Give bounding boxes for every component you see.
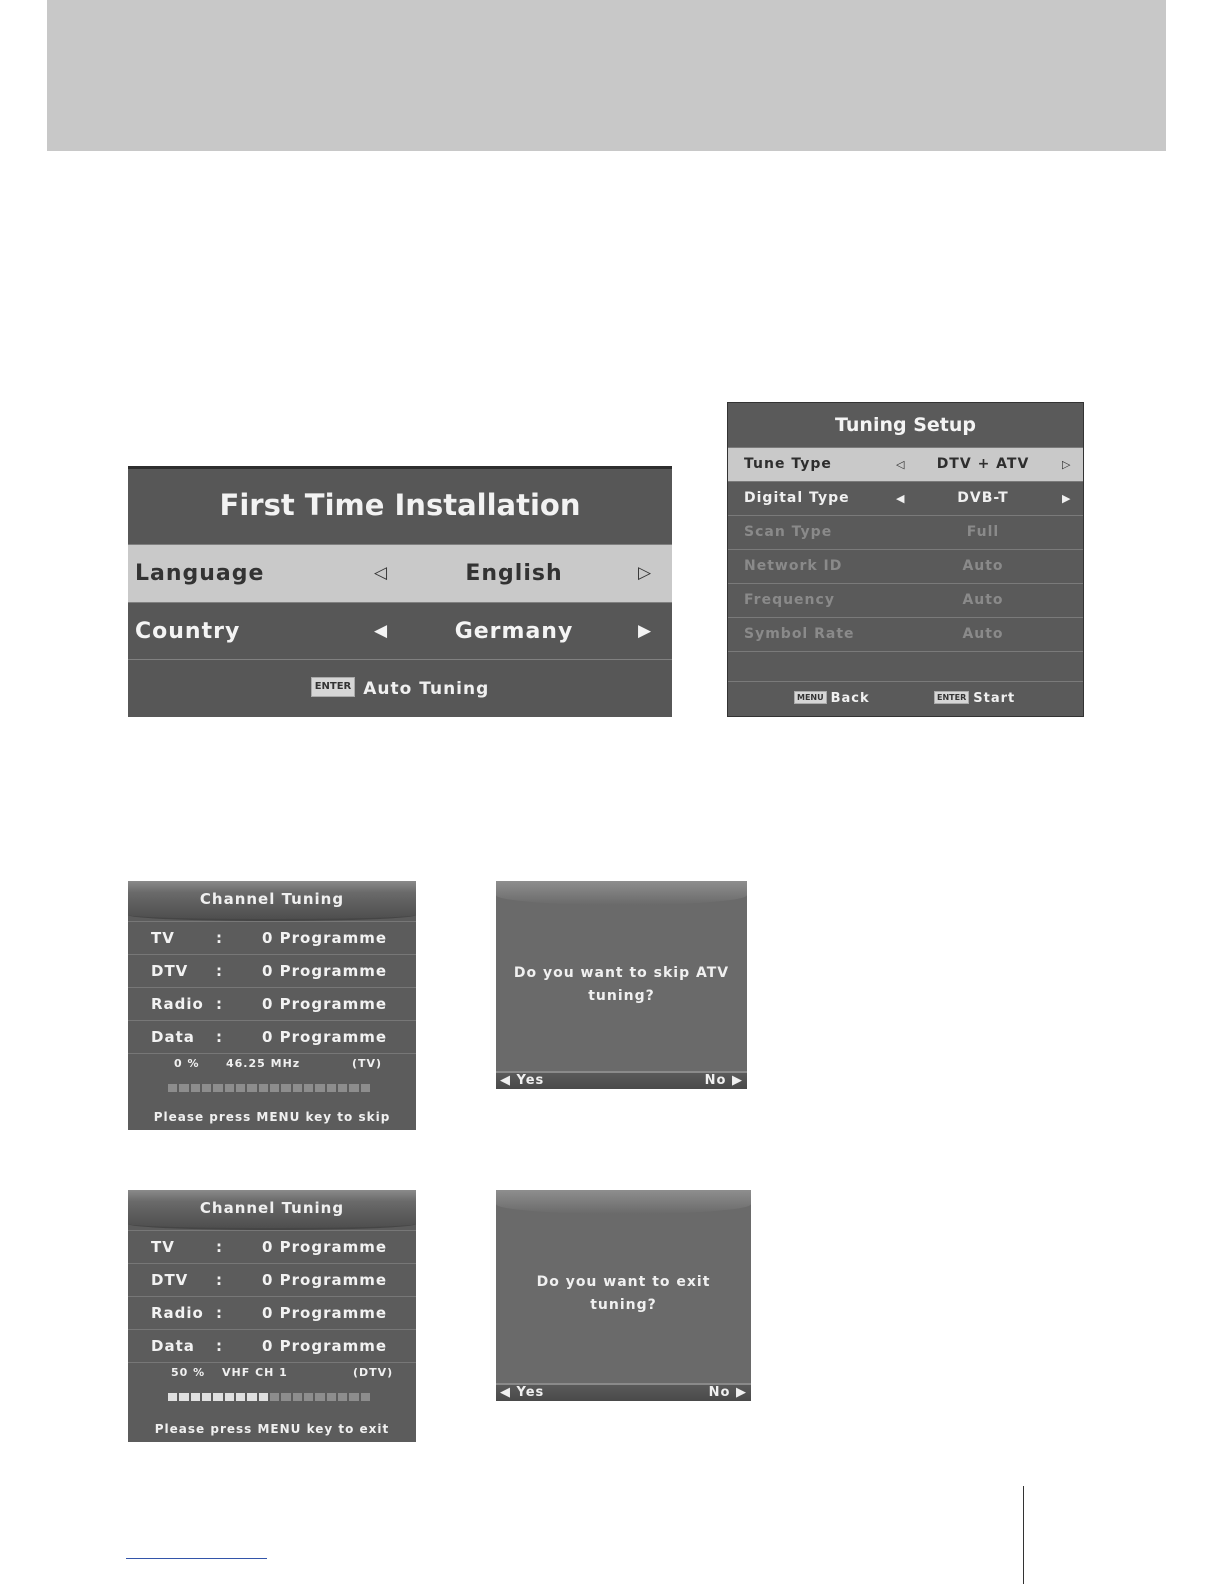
dialog-text xyxy=(506,962,737,1008)
row-label: Scan Type xyxy=(744,524,833,540)
row-label: Radio xyxy=(151,1304,204,1322)
row-colon: : xyxy=(216,1337,223,1355)
progress-segment xyxy=(293,1393,302,1401)
panel-title: Tuning Setup xyxy=(835,414,976,436)
row-label: Frequency xyxy=(744,592,835,608)
tv-count-row xyxy=(128,921,416,954)
row-value: 0 Programme xyxy=(262,1271,388,1289)
footer-label: Auto Tuning xyxy=(363,679,490,699)
progress-segment xyxy=(191,1084,200,1092)
row-label: DTV xyxy=(151,962,189,980)
left-arrow-icon[interactable]: ◀ xyxy=(374,621,389,641)
menu-key-icon: MENU xyxy=(794,691,827,704)
progress-segment xyxy=(349,1084,358,1092)
dialog-header xyxy=(496,881,747,905)
symbol-rate-row xyxy=(728,617,1083,651)
enter-key-icon: ENTER xyxy=(311,677,356,697)
row-value: DVB-T xyxy=(957,490,1009,506)
network-id-row xyxy=(728,549,1083,583)
tuning-setup-footer xyxy=(728,681,1083,716)
yes-button[interactable]: ◀ Yes xyxy=(500,1385,545,1400)
start-button[interactable] xyxy=(934,691,1015,706)
language-row[interactable] xyxy=(128,544,672,602)
row-label: Data xyxy=(151,1337,195,1355)
channel-tuning-panel-exit xyxy=(128,1190,416,1442)
exit-message: Please press MENU key to exit xyxy=(154,1422,390,1436)
first-time-installation-panel xyxy=(128,466,672,717)
row-label: Country xyxy=(135,619,241,644)
dialog-text-line: tuning? xyxy=(588,988,655,1004)
progress-segment xyxy=(179,1393,188,1401)
dialog-text-line: Do you want to exit tuning? xyxy=(536,1274,711,1313)
row-value: Full xyxy=(966,524,1000,540)
dtv-count-row xyxy=(128,1263,416,1296)
channel-tuning-panel-skip xyxy=(128,881,416,1130)
progress-segment xyxy=(247,1084,256,1092)
tv-count-row xyxy=(128,1230,416,1263)
progress-segment xyxy=(327,1393,336,1401)
progress-segment xyxy=(225,1084,234,1092)
row-label: Language xyxy=(135,561,265,586)
skip-atv-dialog xyxy=(496,881,747,1089)
progress-segment xyxy=(281,1084,290,1092)
right-arrow-icon[interactable]: ▷ xyxy=(1062,458,1072,471)
row-value: 0 Programme xyxy=(262,962,388,980)
dtv-count-row xyxy=(128,954,416,987)
tune-type-row[interactable] xyxy=(728,447,1083,481)
tuning-mode: (DTV) xyxy=(353,1366,394,1379)
yes-button[interactable]: ◀ Yes xyxy=(500,1073,545,1088)
progress-segment xyxy=(202,1393,211,1401)
tuning-setup-panel xyxy=(727,402,1084,717)
data-count-row xyxy=(128,1020,416,1053)
tuning-status xyxy=(128,1362,416,1383)
right-arrow-icon[interactable]: ▶ xyxy=(1062,492,1072,505)
progress-percent: 0 % xyxy=(174,1057,200,1070)
progress-segment xyxy=(304,1084,313,1092)
page-rule xyxy=(1023,1486,1024,1584)
row-label: Tune Type xyxy=(744,456,832,472)
row-value: Auto xyxy=(962,592,1004,608)
frequency-readout: 46.25 MHz xyxy=(226,1057,301,1070)
country-row[interactable] xyxy=(128,602,672,659)
progress-segment xyxy=(338,1393,347,1401)
dialog-footer xyxy=(496,1071,747,1089)
radio-count-row xyxy=(128,987,416,1020)
progress-segment xyxy=(315,1393,324,1401)
channel-readout: VHF CH 1 xyxy=(222,1366,288,1379)
row-value: Germany xyxy=(454,619,574,644)
footer-link-underline xyxy=(126,1558,267,1559)
row-label: Digital Type xyxy=(744,490,850,506)
row-value: 0 Programme xyxy=(262,929,388,947)
auto-tuning-button[interactable] xyxy=(128,659,672,718)
progress-segment xyxy=(270,1084,279,1092)
progress-segment xyxy=(236,1084,245,1092)
row-colon: : xyxy=(216,929,223,947)
progress-segment xyxy=(225,1393,234,1401)
tuning-mode: (TV) xyxy=(352,1057,383,1070)
row-label: Radio xyxy=(151,995,204,1013)
row-value: Auto xyxy=(962,558,1004,574)
panel-title: Channel Tuning xyxy=(128,881,416,921)
scan-type-row xyxy=(728,515,1083,549)
row-value: 0 Programme xyxy=(262,1028,388,1046)
no-button[interactable]: No ▶ xyxy=(704,1073,743,1088)
dialog-text-line: Do you want to skip ATV xyxy=(513,965,730,981)
row-label: Symbol Rate xyxy=(744,626,855,642)
panel-title: First Time Installation xyxy=(219,488,581,522)
row-value: Auto xyxy=(962,626,1004,642)
progress-segment xyxy=(315,1084,324,1092)
row-label: DTV xyxy=(151,1271,189,1289)
header-band xyxy=(47,0,1166,151)
progress-bar xyxy=(168,1084,370,1092)
progress-segment xyxy=(293,1084,302,1092)
tuning-status xyxy=(128,1053,416,1074)
exit-tuning-dialog xyxy=(496,1190,751,1401)
enter-key-icon: ENTER xyxy=(934,691,969,704)
row-value: DTV + ATV xyxy=(936,456,1030,472)
panel-title: Channel Tuning xyxy=(128,1190,416,1230)
progress-segment xyxy=(349,1393,358,1401)
progress-segment xyxy=(179,1084,188,1092)
progress-bar xyxy=(168,1393,370,1401)
frequency-row xyxy=(728,583,1083,617)
progress-segment xyxy=(168,1393,177,1401)
row-value: 0 Programme xyxy=(262,1337,388,1355)
progress-segment xyxy=(202,1084,211,1092)
left-arrow-icon[interactable]: ◁ xyxy=(374,563,389,583)
row-label: Network ID xyxy=(744,558,843,574)
row-colon: : xyxy=(216,995,223,1013)
row-colon: : xyxy=(216,1271,223,1289)
progress-segment xyxy=(327,1084,336,1092)
row-colon: : xyxy=(216,962,223,980)
progress-percent: 50 % xyxy=(171,1366,206,1379)
no-button[interactable]: No ▶ xyxy=(708,1385,747,1400)
dialog-text xyxy=(506,1271,741,1317)
progress-segment xyxy=(236,1393,245,1401)
row-label: TV xyxy=(151,929,175,947)
progress-segment xyxy=(304,1393,313,1401)
row-colon: : xyxy=(216,1238,223,1256)
progress-segment xyxy=(270,1393,279,1401)
left-arrow-icon[interactable]: ◀ xyxy=(896,492,906,505)
progress-segment xyxy=(259,1393,268,1401)
right-arrow-icon[interactable]: ▷ xyxy=(638,563,653,583)
progress-segment xyxy=(281,1393,290,1401)
skip-message: Please press MENU key to skip xyxy=(153,1110,391,1124)
progress-segment xyxy=(191,1393,200,1401)
radio-count-row xyxy=(128,1296,416,1329)
progress-segment xyxy=(259,1084,268,1092)
progress-segment xyxy=(168,1084,177,1092)
right-arrow-icon[interactable]: ▶ xyxy=(638,621,653,641)
row-colon: : xyxy=(216,1028,223,1046)
progress-segment xyxy=(213,1084,222,1092)
back-button[interactable] xyxy=(794,691,870,706)
row-label: Data xyxy=(151,1028,195,1046)
row-colon: : xyxy=(216,1304,223,1322)
progress-segment xyxy=(247,1393,256,1401)
progress-segment xyxy=(213,1393,222,1401)
row-value: 0 Programme xyxy=(262,995,388,1013)
row-value: 0 Programme xyxy=(262,1238,388,1256)
empty-row xyxy=(728,651,1083,685)
back-label: Back xyxy=(830,691,870,706)
progress-segment xyxy=(338,1084,347,1092)
start-label: Start xyxy=(973,691,1016,706)
row-value: 0 Programme xyxy=(262,1304,388,1322)
data-count-row xyxy=(128,1329,416,1362)
progress-segment xyxy=(361,1393,370,1401)
dialog-footer xyxy=(496,1383,751,1401)
dialog-header xyxy=(496,1190,751,1214)
left-arrow-icon[interactable]: ◁ xyxy=(896,458,906,471)
row-label: TV xyxy=(151,1238,175,1256)
row-value: English xyxy=(465,561,563,586)
progress-segment xyxy=(361,1084,370,1092)
digital-type-row[interactable] xyxy=(728,481,1083,515)
